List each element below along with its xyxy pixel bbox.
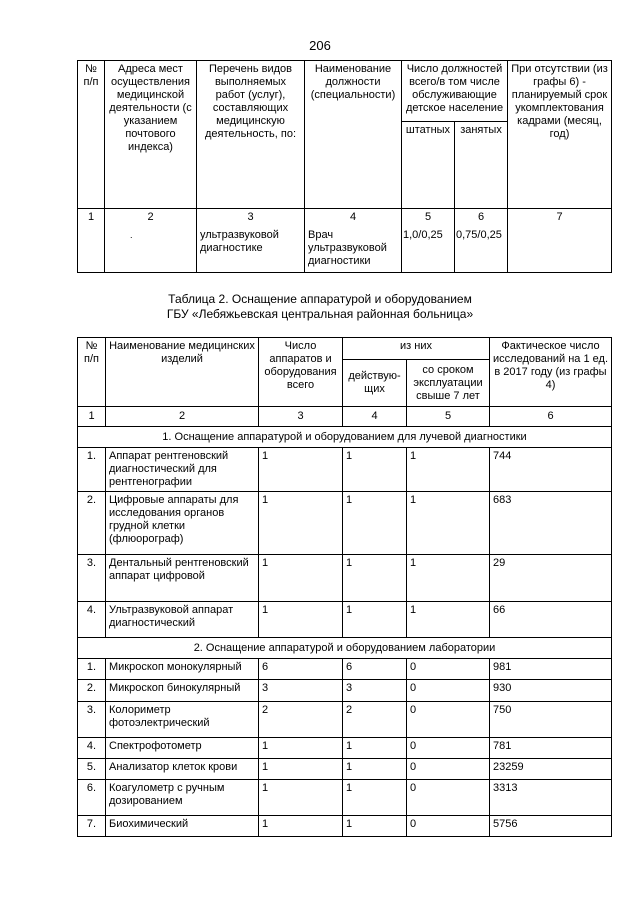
row-total: 1 xyxy=(259,738,343,759)
row-old: 1 xyxy=(407,602,490,638)
row-total: 1 xyxy=(259,759,343,780)
table-row xyxy=(78,602,612,638)
row-name: Цифровые аппараты для исследования органов грудной клетки (флюорограф) xyxy=(106,492,259,555)
t1-row-occupied: 0,75/0,25 xyxy=(455,227,508,273)
row-actual: 23259 xyxy=(490,759,612,780)
t1-row-address: . xyxy=(105,227,197,273)
t1-header-works: Перечень видов выполняемых работ (услуг), составляющих медицинскую деятельность, по: xyxy=(197,61,305,209)
row-num: 6. xyxy=(78,780,106,816)
t2-colnum: 4 xyxy=(343,407,407,427)
row-num: 2. xyxy=(78,680,106,702)
row-actual: 3313 xyxy=(490,780,612,816)
row-actual: 744 xyxy=(490,448,612,492)
row-name: Спектрофотометр xyxy=(106,738,259,759)
t1-colnum: 3 xyxy=(197,209,305,227)
t1-row-works: ультразвуковой диагностике xyxy=(197,227,305,273)
t2-header-old: со сроком эксплуатации свыше 7 лет xyxy=(407,360,490,407)
t1-row-absence xyxy=(508,227,612,273)
row-name: Колориметр фотоэлектрический xyxy=(106,702,259,738)
row-old: 1 xyxy=(407,492,490,555)
row-active: 1 xyxy=(343,492,407,555)
row-num: 2. xyxy=(78,492,106,555)
t1-header-occupied: занятых xyxy=(455,122,508,209)
row-old: 0 xyxy=(407,759,490,780)
row-name: Ультразвуковой аппарат диагностический xyxy=(106,602,259,638)
t1-header-num: № п/п xyxy=(78,61,105,209)
section-heading: 1. Оснащение аппаратурой и оборудованием для лучевой диагностики xyxy=(78,427,612,448)
staffing-table xyxy=(77,60,612,273)
table2-title-line2: ГБУ «Лебяжьевская центральная районная больница» xyxy=(166,307,474,321)
t2-colnum: 3 xyxy=(259,407,343,427)
row-name: Аппарат рентгеновский диагностический для рентгенографии xyxy=(106,448,259,492)
section-heading: 2. Оснащение аппаратурой и оборудованием лаборатории xyxy=(78,638,612,659)
row-name: Анализатор клеток крови xyxy=(106,759,259,780)
table-row xyxy=(78,738,612,759)
t1-colnum: 6 xyxy=(455,209,508,227)
t2-colnum: 2 xyxy=(106,407,259,427)
row-old: 1 xyxy=(407,555,490,602)
row-total: 1 xyxy=(259,448,343,492)
t2-header-name: Наименование медицинских изделий xyxy=(106,338,259,407)
row-old: 1 xyxy=(407,448,490,492)
row-total: 1 xyxy=(259,602,343,638)
table-row xyxy=(78,680,612,702)
row-actual: 781 xyxy=(490,738,612,759)
row-total: 1 xyxy=(259,780,343,816)
t1-header-absence: При отсутствии (из графы 6) - планируемый срок укомплектования кадрами (месяц, год) xyxy=(508,61,612,209)
row-total: 1 xyxy=(259,816,343,837)
row-num: 7. xyxy=(78,816,106,837)
row-old: 0 xyxy=(407,816,490,837)
row-actual: 29 xyxy=(490,555,612,602)
row-name: Дентальный рентгеновский аппарат цифровой xyxy=(106,555,259,602)
t1-header-address: Адреса мест осуществления медицинской деятельности (с указанием почтового индекса) xyxy=(105,61,197,209)
t1-colnum: 4 xyxy=(305,209,402,227)
row-name: Коагулометр с ручным дозированием xyxy=(106,780,259,816)
t1-colnum: 5 xyxy=(402,209,455,227)
row-total: 6 xyxy=(259,659,343,680)
table-row xyxy=(78,492,612,555)
t2-colnum: 6 xyxy=(490,407,612,427)
t2-header-of-them: из них xyxy=(343,338,490,360)
row-name: Микроскоп монокулярный xyxy=(106,659,259,680)
row-actual: 5756 xyxy=(490,816,612,837)
row-num: 4. xyxy=(78,602,106,638)
t1-header-staff: штатных xyxy=(402,122,455,209)
row-num: 4. xyxy=(78,738,106,759)
row-old: 0 xyxy=(407,738,490,759)
row-num: 3. xyxy=(78,555,106,602)
row-old: 0 xyxy=(407,659,490,680)
t2-header-active: действую-щих xyxy=(343,360,407,407)
row-active: 1 xyxy=(343,448,407,492)
row-active: 6 xyxy=(343,659,407,680)
row-num: 3. xyxy=(78,702,106,738)
table-row xyxy=(78,759,612,780)
table-row xyxy=(78,555,612,602)
t1-header-position: Наименование должности (специальности) xyxy=(305,61,402,209)
t1-row-position: Врач ультразвуковой диагностики xyxy=(305,227,402,273)
row-old: 0 xyxy=(407,780,490,816)
row-name: Микроскоп бинокулярный xyxy=(106,680,259,702)
row-active: 1 xyxy=(343,759,407,780)
table-row xyxy=(78,448,612,492)
row-active: 1 xyxy=(343,738,407,759)
row-num: 5. xyxy=(78,759,106,780)
row-num: 1. xyxy=(78,659,106,680)
row-active: 1 xyxy=(343,780,407,816)
row-total: 1 xyxy=(259,555,343,602)
t1-row-staff: 1,0/0,25 xyxy=(402,227,455,273)
table-row xyxy=(78,702,612,738)
page-number: 206 xyxy=(309,38,331,53)
row-active: 1 xyxy=(343,816,407,837)
row-total: 3 xyxy=(259,680,343,702)
row-active: 3 xyxy=(343,680,407,702)
t2-colnum: 5 xyxy=(407,407,490,427)
row-active: 1 xyxy=(343,555,407,602)
t1-row-num xyxy=(78,227,105,273)
t2-header-total: Число аппаратов и оборудования всего xyxy=(259,338,343,407)
row-active: 1 xyxy=(343,602,407,638)
row-num: 1. xyxy=(78,448,106,492)
table-row xyxy=(78,780,612,816)
t2-colnum: 1 xyxy=(78,407,106,427)
row-actual: 930 xyxy=(490,680,612,702)
t2-header-num: № п/п xyxy=(78,338,106,407)
table2-title-line1: Таблица 2. Оснащение аппаратурой и оборудованием xyxy=(168,292,472,306)
row-active: 2 xyxy=(343,702,407,738)
row-total: 1 xyxy=(259,492,343,555)
equipment-table xyxy=(77,337,612,837)
t1-colnum: 1 xyxy=(78,209,105,227)
table-row xyxy=(78,816,612,837)
t1-colnum: 2 xyxy=(105,209,197,227)
t1-header-count: Число должностей всего/в том числе обслуживающие детское население xyxy=(402,61,508,122)
table-row xyxy=(78,659,612,680)
row-old: 0 xyxy=(407,702,490,738)
row-actual: 66 xyxy=(490,602,612,638)
row-name: Биохимический xyxy=(106,816,259,837)
row-actual: 683 xyxy=(490,492,612,555)
row-actual: 750 xyxy=(490,702,612,738)
t2-header-actual: Фактическое число исследований на 1 ед. в 2017 году (из графы 4) xyxy=(490,338,612,407)
t1-colnum: 7 xyxy=(508,209,612,227)
row-total: 2 xyxy=(259,702,343,738)
row-old: 0 xyxy=(407,680,490,702)
row-actual: 981 xyxy=(490,659,612,680)
